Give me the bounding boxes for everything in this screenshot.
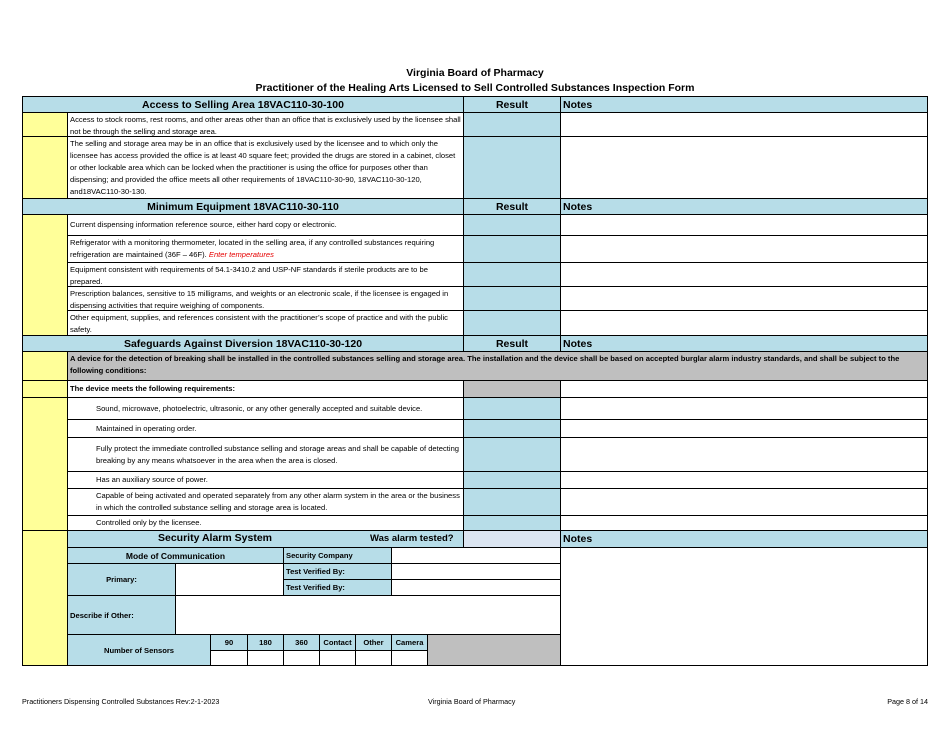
notes-header: Notes — [560, 530, 928, 548]
result-header: Result — [463, 335, 561, 352]
sensor-col-contact: Contact — [319, 634, 356, 651]
result-cell[interactable] — [463, 262, 561, 287]
notes-cell[interactable] — [560, 380, 928, 398]
result-cell[interactable] — [463, 214, 561, 236]
notes-cell[interactable] — [560, 112, 928, 137]
requirement-text-main: Refrigerator with a monitoring thermometer, located in the selling area, if any controlled substances requiring refrigeration are maintained (36F – 46F). — [70, 238, 435, 259]
device-requirement: Maintained in operating order. — [67, 419, 464, 438]
describe-other-field[interactable] — [175, 595, 561, 635]
sensor-count-other[interactable] — [355, 650, 392, 666]
check-cell[interactable] — [22, 380, 68, 398]
notes-cell[interactable] — [560, 397, 928, 420]
sensor-col-180: 180 — [247, 634, 284, 651]
device-requirement: Capable of being activated and operated separately from any other alarm system in the area or the business in which the controlled substance selling and storage area is located. — [67, 488, 464, 516]
notes-cell[interactable] — [560, 214, 928, 236]
result-header: Result — [463, 96, 561, 113]
primary-field[interactable] — [175, 563, 284, 596]
describe-other-label: Describe if Other: — [67, 595, 176, 635]
requirement-text: Other equipment, supplies, and references consistent with the practitioner’s scope of practice and with the public safety. — [67, 310, 464, 336]
security-company-label: Security Company — [283, 547, 392, 564]
footer-center: Virginia Board of Pharmacy — [428, 697, 516, 706]
notes-cell[interactable] — [560, 437, 928, 472]
notes-cell[interactable] — [560, 286, 928, 311]
device-requirement: Fully protect the immediate controlled substance selling and storage areas and shall be capable of detecting breaking by any means whatsoever in the area when the area is closed. — [67, 437, 464, 472]
notes-cell[interactable] — [560, 262, 928, 287]
form-title: Practitioner of the Healing Arts Licensed to Sell Controlled Substances Inspection Form — [255, 82, 695, 94]
footer-page-number: Page 8 of 14 — [887, 697, 928, 706]
page-title: Virginia Board of Pharmacy — [406, 67, 544, 79]
requirement-text: Prescription balances, sensitive to 15 milligrams, and weights or an electronic scale, if the licensee is engaged in dispensing activities that require weighing of components. — [67, 286, 464, 311]
test-verified-label: Test Verified By: — [283, 563, 392, 580]
safeguards-intro: A device for the detection of breaking shall be installed in the controlled substances selling and storage area. The installation and the device shall be based on accepted burglar alarm industry standards, and shall be subject to the following conditions: — [67, 351, 928, 381]
requirement-text: The selling and storage area may be in an office that is exclusively used by the licensee and to which only the licensee has access provided the office is at least 40 square feet; provided the drugs are stored in a cabinet, closet or other lockable area which can be locked when the practitioner is using the office for purposes other than dispensing; and provided the office meets all other requirements of 18VAC110-30-90, 18VAC110-30-120, and18VAC110-30-130. — [67, 136, 464, 199]
device-requirement: Sound, microwave, photoelectric, ultrasonic, or any other generally accepted and suitable device. — [67, 397, 464, 420]
requirement-text: Current dispensing information reference source, either hard copy or electronic. — [67, 214, 464, 236]
result-cell[interactable] — [463, 235, 561, 263]
sensor-count-camera[interactable] — [391, 650, 428, 666]
notes-header: Notes — [560, 96, 928, 113]
test-verified-field[interactable] — [391, 563, 561, 580]
check-cell[interactable] — [22, 397, 68, 531]
requirement-text: Access to stock rooms, rest rooms, and other areas other than an office that is exclusively used by the licensee shall not be through the selling and storage area. — [67, 112, 464, 137]
check-cell[interactable] — [22, 112, 68, 137]
check-cell[interactable] — [22, 351, 68, 381]
check-cell[interactable] — [22, 214, 68, 336]
notes-cell[interactable] — [560, 471, 928, 489]
requirement-text — [67, 235, 464, 263]
notes-header: Notes — [560, 335, 928, 352]
alarm-notes-cell[interactable] — [560, 547, 928, 666]
sensor-count-180[interactable] — [247, 650, 284, 666]
sensor-count-contact[interactable] — [319, 650, 356, 666]
safeguards-section-header: Safeguards Against Diversion 18VAC110-30-120 — [22, 335, 464, 352]
result-cell[interactable] — [463, 515, 561, 531]
alarm-tested-label: Was alarm tested? — [370, 533, 454, 544]
device-requirement: Controlled only by the licensee. — [67, 515, 464, 531]
notes-cell[interactable] — [560, 235, 928, 263]
result-cell[interactable] — [463, 488, 561, 516]
primary-label: Primary: — [67, 563, 176, 596]
result-cell[interactable] — [463, 397, 561, 420]
access-section-header: Access to Selling Area 18VAC110-30-100 — [22, 96, 464, 113]
result-cell-disabled — [463, 380, 561, 398]
result-cell[interactable] — [463, 471, 561, 489]
test-verified-field[interactable] — [391, 579, 561, 596]
notes-cell[interactable] — [560, 419, 928, 438]
equipment-section-header: Minimum Equipment 18VAC110-30-110 — [22, 198, 464, 215]
enter-temperatures-note: Enter temperatures — [208, 250, 274, 259]
device-requirement: Has an auxiliary source of power. — [67, 471, 464, 489]
notes-cell[interactable] — [560, 310, 928, 336]
number-of-sensors-label: Number of Sensors — [67, 634, 211, 666]
alarm-section-header: Security Alarm System — [158, 532, 272, 544]
check-cell[interactable] — [22, 530, 68, 666]
check-cell[interactable] — [22, 136, 68, 199]
notes-cell[interactable] — [560, 515, 928, 531]
result-cell[interactable] — [463, 112, 561, 137]
alarm-header-bar — [67, 530, 464, 548]
result-cell[interactable] — [463, 437, 561, 472]
sensor-col-360: 360 — [283, 634, 320, 651]
sensor-col-90: 90 — [210, 634, 248, 651]
footer-left: Practitioners Dispensing Controlled Substances Rev:2-1-2023 — [22, 697, 220, 706]
notes-cell[interactable] — [560, 488, 928, 516]
sensor-count-360[interactable] — [283, 650, 320, 666]
test-verified-label: Test Verified By: — [283, 579, 392, 596]
result-cell[interactable] — [463, 286, 561, 311]
requirement-text: Equipment consistent with requirements of 54.1-3410.2 and USP-NF standards if sterile products are to be prepared. — [67, 262, 464, 287]
sensor-count-90[interactable] — [210, 650, 248, 666]
sensor-gray-block — [427, 634, 561, 666]
notes-cell[interactable] — [560, 136, 928, 199]
alarm-tested-result[interactable] — [463, 530, 561, 548]
result-cell[interactable] — [463, 419, 561, 438]
result-cell[interactable] — [463, 136, 561, 199]
result-cell[interactable] — [463, 310, 561, 336]
requirements-label: The device meets the following requirements: — [67, 380, 464, 398]
sensor-col-other: Other — [355, 634, 392, 651]
notes-header: Notes — [560, 198, 928, 215]
sensor-col-camera: Camera — [391, 634, 428, 651]
mode-of-communication-label: Mode of Communication — [67, 547, 284, 564]
security-company-field[interactable] — [391, 547, 561, 564]
result-header: Result — [463, 198, 561, 215]
